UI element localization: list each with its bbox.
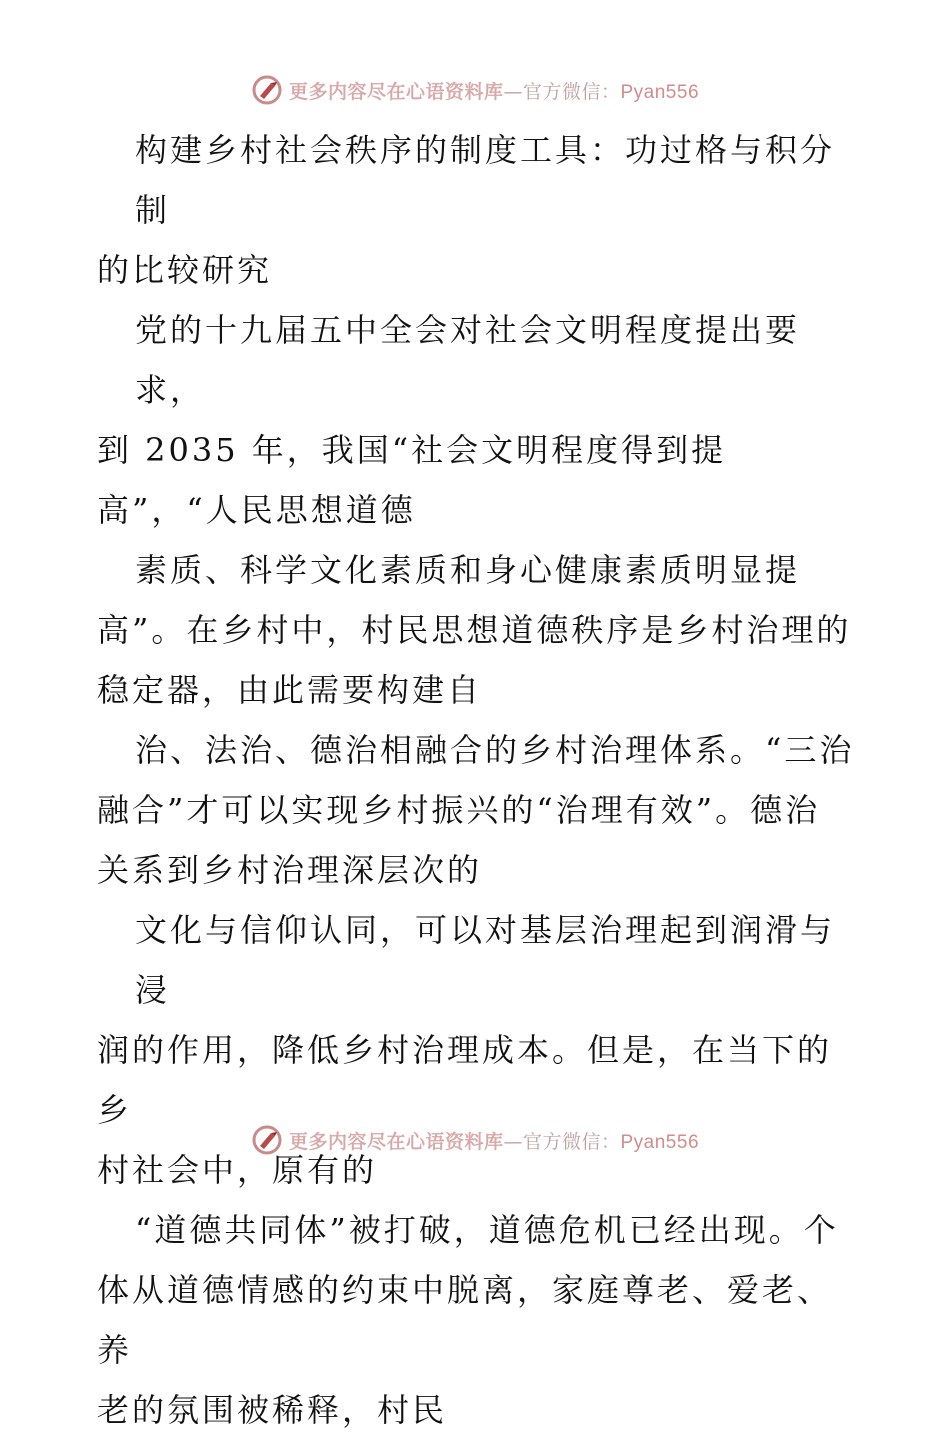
text-line: 稳定器，由此需要构建自 xyxy=(97,671,483,709)
text-line: 文化与信仰认同，可以对基层治理起到润滑与浸 xyxy=(135,911,836,1009)
banner-wechat-id: Pyan556 xyxy=(620,1131,700,1153)
brand-logo-icon xyxy=(251,74,283,106)
banner-text xyxy=(289,1127,699,1154)
text-line: 党的十九届五中全会对社会文明程度提出要求， xyxy=(135,311,801,409)
text-line: “道德共同体”被打破，道德危机已经出现。个 xyxy=(135,1211,839,1249)
text-line: 体从道德情感的约束中脱离，家庭尊老、爱老、养 xyxy=(97,1271,833,1369)
text-line: 融合”才可以实现乡村振兴的“治理有效”。德治 xyxy=(97,791,821,829)
text-line: 构建乡村社会秩序的制度工具：功过格与积分制 xyxy=(135,131,836,229)
banner-wechat-id: Pyan556 xyxy=(620,81,700,103)
text-line: 高”，“人民思想道德 xyxy=(97,491,416,529)
text-line: 润的作用，降低乡村治理成本。但是，在当下的乡 xyxy=(97,1031,833,1129)
text-line: 村社会中，原有的 xyxy=(97,1151,378,1189)
banner-wechat-label: 官方微信： xyxy=(522,80,621,103)
banner-separator: — xyxy=(503,1130,523,1153)
banner-wechat-label: 官方微信： xyxy=(522,1130,621,1153)
text-line: 到 2035 年，我国“社会文明程度得到提 xyxy=(97,431,727,469)
banner-separator: — xyxy=(503,80,523,103)
text-line: 老的氛围被稀释，村民 xyxy=(97,1391,448,1429)
text-line: 治、法治、德治相融合的乡村治理体系。“三治 xyxy=(135,731,855,769)
brand-logo-icon xyxy=(251,1124,283,1156)
footer-watermark-banner xyxy=(0,1122,950,1158)
text-line: 关系到乡村治理深层次的 xyxy=(97,851,483,889)
text-line: 高”。在乡村中，村民思想道德秩序是乡村治理的 xyxy=(97,611,852,649)
banner-text xyxy=(289,77,699,104)
text-line: 的比较研究 xyxy=(97,251,273,289)
text-line: 素质、科学文化素质和身心健康素质明显提 xyxy=(135,551,801,589)
banner-title: 更多内容尽在心语资料库 xyxy=(288,1130,504,1153)
header-watermark-banner xyxy=(0,72,950,108)
banner-title: 更多内容尽在心语资料库 xyxy=(288,80,504,103)
document-body xyxy=(97,120,857,1440)
